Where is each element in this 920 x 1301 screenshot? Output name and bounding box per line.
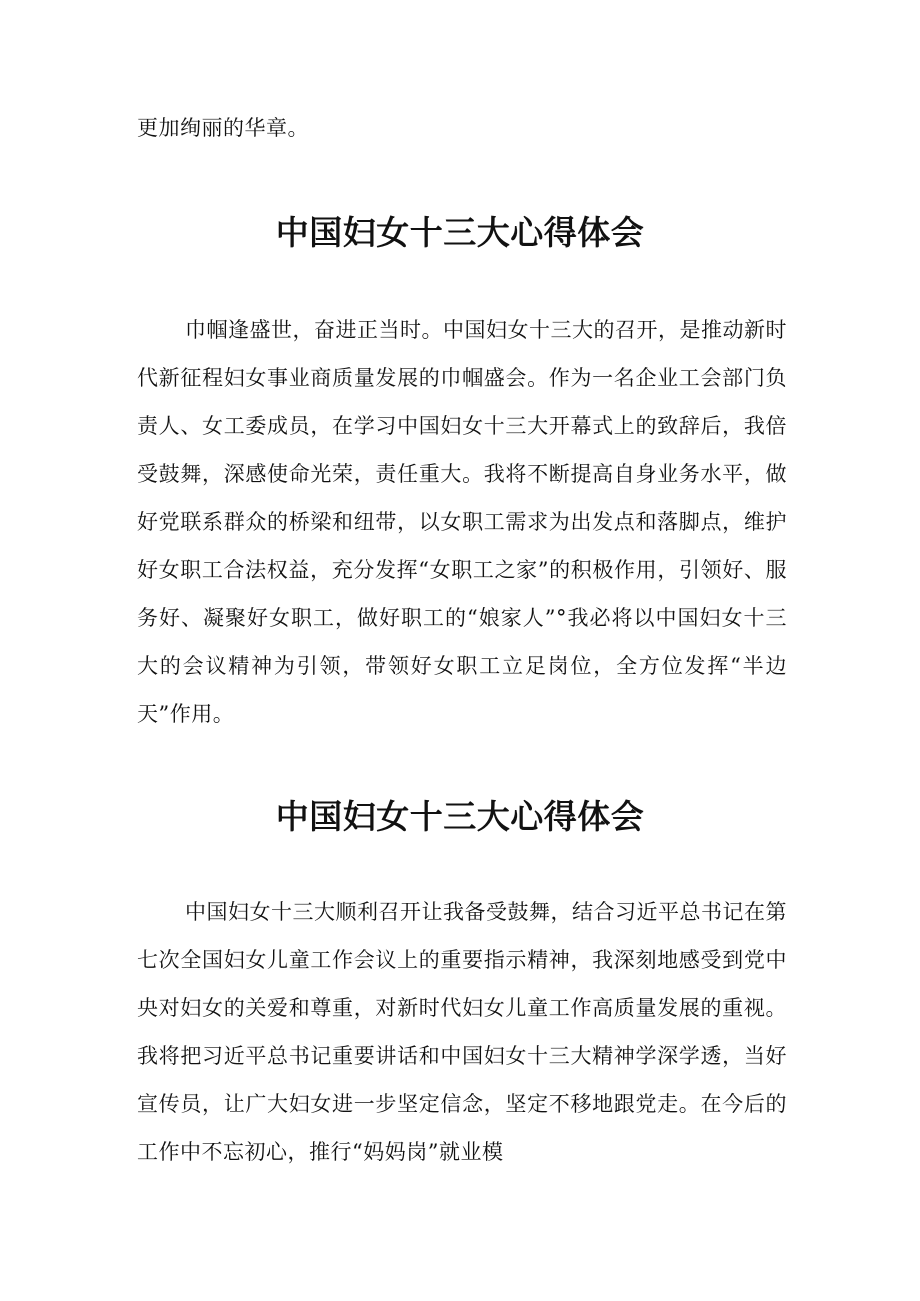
section-2-heading: 中国妇女十三大心得体会 xyxy=(275,797,645,836)
section-2-paragraph: 中国妇女十三大顺利召开让我备受鼓舞，结合习近平总书记在第七次全国妇女儿童工作会议上的重要指示精神，我深刻地感受到党中央对妇女的关爱和尊重，对新时代妇女儿童工作高质量发展的重视。我将把习近平总书记重要讲话和中国妇女十三大精神学深学透，当好宣传员，让广大妇女进一步坚定信念，坚定不移地跟党走。在今后的工作中不忘初心，推行“妈妈岗”就业模 xyxy=(137,900,787,1164)
section-1-paragraph: 巾帼逢盛世，奋进正当时。中国妇女十三大的召开，是推动新时代新征程妇女事业商质量发展的巾帼盛会。作为一名企业工会部门负责人、女工委成员，在学习中国妇女十三大开幕式上的致辞后，我倍受鼓舞，深感使命光荣，责任重大。我将不断提高自身业务水平，做好党联系群众的桥梁和纽带，以女职工需求为出发点和落脚点，维护好女职工合法权益，充分发挥“女职工之家”的积极作用，引领好、服务好、凝聚好女职工，做好职工的“娘家人”°我必将以中国妇女十三大的会议精神为引领，带领好女职工立足岗位，全方位发挥“半边天”作用。 xyxy=(137,318,787,726)
continuation-text: 更加绚丽的华章。 xyxy=(137,116,309,140)
section-1-heading: 中国妇女十三大心得体会 xyxy=(275,213,645,252)
